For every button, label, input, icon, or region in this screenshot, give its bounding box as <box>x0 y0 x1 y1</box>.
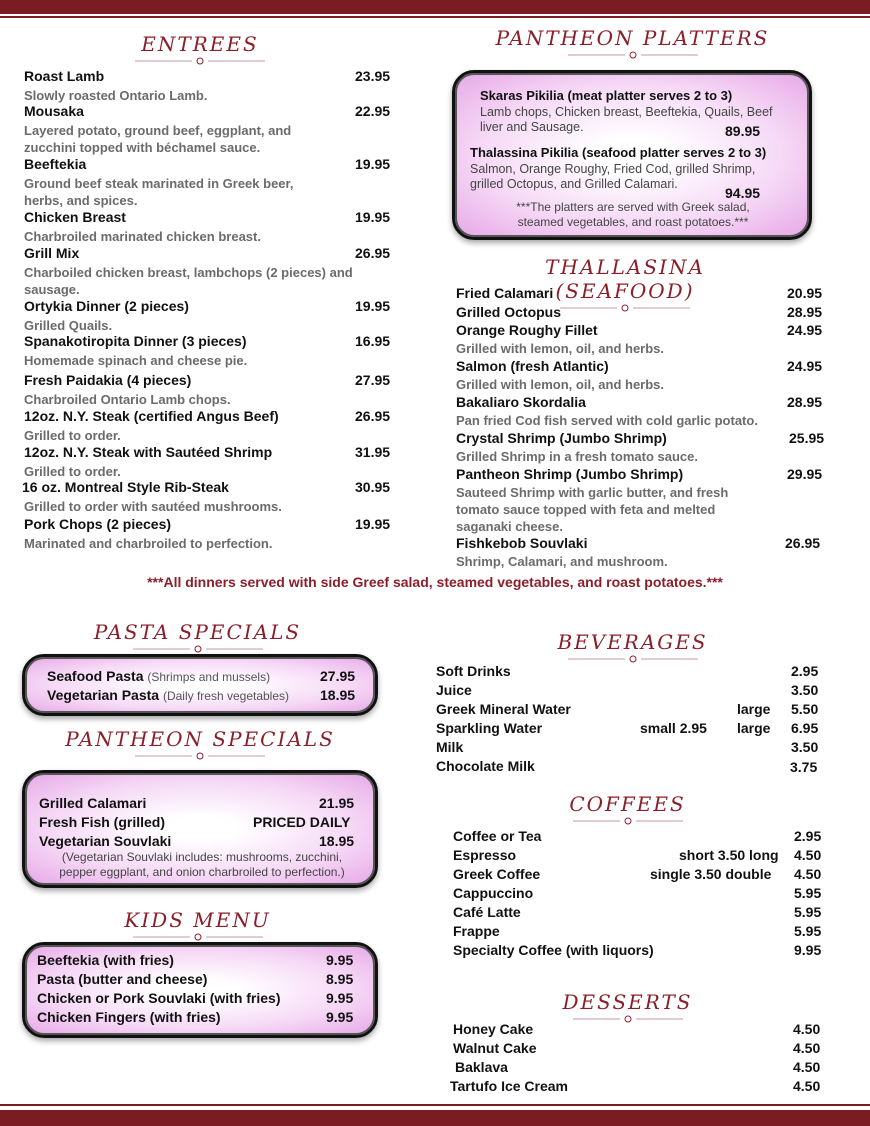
pasta-detail: (Daily fresh vegetables) <box>162 689 290 703</box>
beverage-name: Sparkling Water <box>436 720 543 736</box>
special-price: 18.95 <box>319 833 355 849</box>
entree-price: 31.95 <box>355 444 391 460</box>
platter-2-desc: Salmon, Orange Roughy, Fried Cod, grilled Shrimp, grilled Octopus, and Grilled Calamari. <box>470 162 756 191</box>
entree-name: 12oz. N.Y. Steak with Sautéed Shrimp <box>24 444 273 460</box>
entrees-heading-text: ENTREES <box>141 32 259 56</box>
coffees-heading-text: COFFEES <box>569 792 686 816</box>
platter-1-price: 89.95 <box>725 123 761 139</box>
flourish-icon <box>563 51 703 59</box>
coffee-option: short 3.50 long <box>679 847 779 863</box>
entree-desc: Grilled Quails. <box>24 318 113 333</box>
beverage-price: 2.95 <box>791 663 819 679</box>
flourish-icon <box>555 304 695 312</box>
seafood-price: 25.95 <box>789 430 825 446</box>
seafood-price: 26.95 <box>785 535 821 551</box>
flourish-icon <box>128 933 268 941</box>
entree-desc: Grilled to order. <box>24 464 121 479</box>
pasta-price: 18.95 <box>320 687 356 703</box>
coffee-price: 4.50 <box>794 847 822 863</box>
beverage-price: 5.50 <box>791 701 819 717</box>
entree-name: Grill Mix <box>24 245 80 261</box>
coffee-name: Coffee or Tea <box>453 828 542 844</box>
platters-note: ***The platters are served with Greek salad, steamed vegetables, and roast potatoes.*** <box>516 200 750 229</box>
kids-heading-text: KIDS MENU <box>124 908 271 932</box>
seafood-name: Orange Roughy Fillet <box>456 322 598 338</box>
entree-desc: Charbroiled marinated chicken breast. <box>24 229 261 244</box>
pasta-title: Vegetarian Pasta <box>47 687 163 703</box>
entree-name: Ortykia Dinner (2 pieces) <box>24 298 189 314</box>
pasta-price: 27.95 <box>320 668 356 684</box>
beverage-price: 6.95 <box>791 720 819 736</box>
coffees-heading <box>565 792 690 825</box>
coffee-name: Specialty Coffee (with liquors) <box>453 942 654 958</box>
seafood-name: Grilled Octopus <box>456 304 562 320</box>
kids-name: Pasta (butter and cheese) <box>37 971 208 987</box>
dessert-price: 4.50 <box>793 1059 821 1075</box>
pasta-name <box>47 687 289 703</box>
entree-name: 12oz. N.Y. Steak (certified Angus Beef) <box>24 408 279 424</box>
beverages-heading <box>555 630 710 663</box>
kids-price: 9.95 <box>326 1009 354 1025</box>
entree-price: 19.95 <box>355 156 391 172</box>
dessert-name: Baklava <box>455 1059 508 1075</box>
seafood-name: Pantheon Shrimp (Jumbo Shrimp) <box>456 466 684 482</box>
seafood-desc: Pan fried Cod fish served with cold garlic potato. <box>456 413 758 428</box>
platter-2-price: 94.95 <box>725 185 761 201</box>
platter-2-name: Thalassina Pikilia (seafood platter serves 2 to 3) <box>470 145 767 160</box>
platters-heading <box>490 26 775 59</box>
seafood-price: 28.95 <box>787 304 823 320</box>
specials-heading <box>60 727 340 760</box>
entree-price: 27.95 <box>355 372 391 388</box>
entree-desc: Marinated and charbroiled to perfection. <box>24 536 273 551</box>
pasta-detail: (Shrimps and mussels) <box>147 670 271 684</box>
flourish-icon <box>130 752 270 760</box>
kids-price: 9.95 <box>326 952 354 968</box>
special-name: Vegetarian Souvlaki <box>39 833 172 849</box>
coffee-price: 4.50 <box>794 866 822 882</box>
flourish-icon <box>563 655 703 663</box>
seafood-price: 24.95 <box>787 322 823 338</box>
seafood-price: 29.95 <box>787 466 823 482</box>
entree-price: 22.95 <box>355 103 391 119</box>
beverage-name: Soft Drinks <box>436 663 511 679</box>
specials-note: (Vegetarian Souvlaki includes: mushrooms, zucchini, pepper eggplant, and onion charbroiled to perfection.) <box>59 850 345 879</box>
entree-price: 19.95 <box>355 298 391 314</box>
coffee-name: Café Latte <box>453 904 521 920</box>
entree-name: Roast Lamb <box>24 68 105 84</box>
entree-desc: Grilled to order. <box>24 428 121 443</box>
entree-price: 30.95 <box>355 479 391 495</box>
entree-price: 26.95 <box>355 245 391 261</box>
coffee-name: Greek Coffee <box>453 866 541 882</box>
entree-desc: Charboiled chicken breast, lambchops (2 pieces) and sausage. <box>24 265 353 297</box>
pasta-panel <box>22 654 378 716</box>
dessert-price: 4.50 <box>793 1040 821 1056</box>
platter-1-desc: Lamb chops, Chicken breast, Beeftekia, Quails, Beef liver and Sausage. <box>480 105 773 134</box>
beverage-name: Greek Mineral Water <box>436 701 571 717</box>
entree-desc: Ground beef steak marinated in Greek beer, herbs, and spices. <box>24 176 294 208</box>
specials-heading-text: PANTHEON SPECIALS <box>65 727 335 751</box>
flourish-icon <box>568 817 688 825</box>
platters-heading-text: PANTHEON PLATTERS <box>495 26 770 50</box>
special-name: Grilled Calamari <box>39 795 147 811</box>
desserts-heading-text: DESSERTS <box>562 990 693 1014</box>
special-name: Fresh Fish (grilled) <box>39 814 166 830</box>
seafood-price: 20.95 <box>787 285 823 301</box>
seafood-heading-text: THALLASINA (SEAFOOD) <box>545 255 705 303</box>
beverage-price: 3.75 <box>790 759 818 775</box>
coffee-option: single 3.50 double <box>650 866 772 882</box>
dessert-name: Tartufo Ice Cream <box>450 1078 568 1094</box>
coffee-price: 5.95 <box>794 923 822 939</box>
entree-desc: Slowly roasted Ontario Lamb. <box>24 88 208 103</box>
seafood-name: Crystal Shrimp (Jumbo Shrimp) <box>456 430 667 446</box>
seafood-desc: Shrimp, Calamari, and mushroom. <box>456 554 668 569</box>
entrees-heading <box>120 32 280 65</box>
seafood-desc: Sauteed Shrimp with garlic butter, and fresh tomato sauce topped with feta and melted saganaki cheese. <box>456 485 729 534</box>
entree-name: Mousaka <box>24 103 84 119</box>
kids-name: Chicken Fingers (with fries) <box>37 1009 221 1025</box>
entree-name: Beeftekia <box>24 156 87 172</box>
pasta-heading <box>90 620 305 653</box>
beverage-size: large <box>737 701 771 717</box>
coffee-price: 5.95 <box>794 885 822 901</box>
top-band <box>0 0 870 14</box>
kids-name: Chicken or Pork Souvlaki (with fries) <box>37 990 281 1006</box>
bottom-band <box>0 1110 870 1126</box>
desserts-heading <box>555 990 700 1023</box>
entree-price: 19.95 <box>355 209 391 225</box>
pasta-heading-text: PASTA SPECIALS <box>93 620 302 644</box>
kids-name: Beeftekia (with fries) <box>37 952 174 968</box>
dessert-name: Walnut Cake <box>453 1040 537 1056</box>
dinner-note: ***All dinners served with side Greef salad, steamed vegetables, and roast potatoes.*** <box>147 574 723 590</box>
top-rule <box>0 16 870 18</box>
entree-price: 26.95 <box>355 408 391 424</box>
pasta-title: Seafood Pasta <box>47 668 148 684</box>
coffee-name: Cappuccino <box>453 885 534 901</box>
entree-price: 16.95 <box>355 333 391 349</box>
coffee-name: Espresso <box>453 847 517 863</box>
coffee-price: 2.95 <box>794 828 822 844</box>
beverage-size: large <box>737 720 771 736</box>
dessert-name: Honey Cake <box>453 1021 534 1037</box>
entree-desc: Homemade spinach and cheese pie. <box>24 353 248 368</box>
entree-desc: Grilled to order with sautéed mushrooms. <box>24 499 282 514</box>
seafood-desc: Grilled with lemon, oil, and herbs. <box>456 377 665 392</box>
entree-name: Spanakotiropita Dinner (3 pieces) <box>24 333 247 349</box>
seafood-name: Fishkebob Souvlaki <box>456 535 588 551</box>
pasta-name <box>47 668 270 684</box>
entree-name: Pork Chops (2 pieces) <box>24 516 172 532</box>
entree-price: 19.95 <box>355 516 391 532</box>
flourish-icon <box>128 645 268 653</box>
special-price: 21.95 <box>319 795 355 811</box>
beverages-heading-text: BEVERAGES <box>557 630 708 654</box>
seafood-desc: Grilled Shrimp in a fresh tomato sauce. <box>456 449 699 464</box>
seafood-desc: Grilled with lemon, oil, and herbs. <box>456 341 665 356</box>
seafood-name: Fried Calamari <box>456 285 554 301</box>
entree-desc: Charbroiled Ontario Lamb chops. <box>24 392 231 407</box>
coffee-name: Frappe <box>453 923 500 939</box>
kids-price: 8.95 <box>326 971 354 987</box>
flourish-icon <box>130 57 270 65</box>
entree-name: Fresh Paidakia (4 pieces) <box>24 372 192 388</box>
kids-heading <box>115 908 280 941</box>
bottom-rule <box>0 1104 870 1106</box>
seafood-price: 28.95 <box>787 394 823 410</box>
beverage-price: 3.50 <box>791 682 819 698</box>
entree-name: 16 oz. Montreal Style Rib-Steak <box>22 479 229 495</box>
beverage-price: 3.50 <box>791 739 819 755</box>
beverage-name: Juice <box>436 682 472 698</box>
coffee-price: 9.95 <box>794 942 822 958</box>
flourish-icon <box>568 1015 688 1023</box>
beverage-name: Milk <box>436 739 464 755</box>
beverage-small: small 2.95 <box>640 720 707 736</box>
seafood-price: 24.95 <box>787 358 823 374</box>
dessert-price: 4.50 <box>793 1078 821 1094</box>
coffee-price: 5.95 <box>794 904 822 920</box>
entree-price: 23.95 <box>355 68 391 84</box>
seafood-name: Bakaliaro Skordalia <box>456 394 586 410</box>
platter-1-name: Skaras Pikilia (meat platter serves 2 to 3) <box>480 88 733 103</box>
entree-desc: Layered potato, ground beef, eggplant, and zucchini topped with béchamel sauce. <box>24 123 292 155</box>
special-price: PRICED DAILY <box>253 814 351 830</box>
kids-price: 9.95 <box>326 990 354 1006</box>
beverage-name: Chocolate Milk <box>436 758 535 774</box>
dessert-price: 4.50 <box>793 1021 821 1037</box>
seafood-name: Salmon (fresh Atlantic) <box>456 358 609 374</box>
entree-name: Chicken Breast <box>24 209 126 225</box>
